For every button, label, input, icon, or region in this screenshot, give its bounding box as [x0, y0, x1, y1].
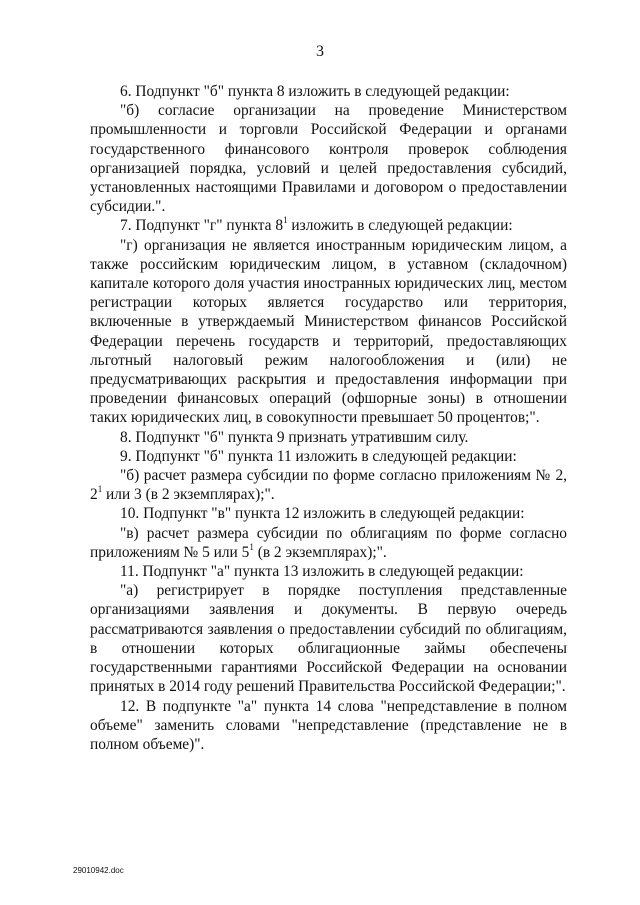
paragraph-7-text: "г) организация не является иностранным юридическим лицом, а также российским юридическим лицом, в уставном (складочном) капитале которого доля участия иностранных юридических лиц, местом регистрации которых является государство или территория, включенные в утверждаемый Министерством финансов Российской Федерации перечень государств и территорий, предоставляющих льготный налоговый режим налогообложения и (или) не предусматривающих раскрытия и предоставления информации при проведении финансовых операций (офшорные зоны) в отношении таких юридических лиц, в совокупности превышает 50 процентов;". [90, 236, 567, 427]
paragraph-9-text: "б) расчет размера субсидии по форме согласно приложениям № 2, $2^1$ или 3 (в 2 экземплярах);". [90, 467, 567, 504]
document-filename: 29010942.doc [73, 866, 124, 875]
paragraph-7: 7. Подпункт "г" пункта $8^1$ изложить в следующей редакции: [120, 215, 513, 235]
document-body [90, 82, 567, 754]
paragraph-11-text: "а) регистрирует в порядке поступления представленные организациями заявления и документы. В первую очередь рассматриваются заявления о предоставлении субсидий по облигациям, в отношении которых облигационные займы обеспечены государственными гарантиями Российской Федерации на основании принятых в 2014 году решений Правительства Российской Федерации;". [90, 582, 567, 696]
paragraph-10: 10. Подпункт "в" пункта 12 изложить в следующей редакции: [120, 505, 525, 523]
paragraph-6: 6. Подпункт "б" пункта 8 изложить в следующей редакции: [120, 83, 510, 100]
paragraph-6-text: "б) согласие организации на проведение Министерством промышленности и торговли Российской Федерации и органами государственного финансового контроля проверок соблюдения организацией порядка, условий и целей предоставления субсидий, установленных настоящими Правилами и договором о предоставлении субсидии.". [90, 102, 567, 216]
paragraph-12: 12. В подпункте "а" пункта 14 слова "непредставление в полном объеме" заменить словами "непредставление (представление не в полном объеме)". [90, 697, 567, 753]
paragraph-10-text: "в) расчет размера субсидии по облигациям по форме согласно приложениям № 5 или $5^1$ (в 2 экземплярах);". [90, 524, 567, 561]
paragraph-9: 9. Подпункт "б" пункта 11 изложить в следующей редакции: [120, 447, 517, 465]
paragraph-11: 11. Подпункт "а" пункта 13 изложить в следующей редакции: [120, 563, 524, 581]
page-number: 3 [316, 43, 324, 60]
paragraph-8: 8. Подпункт "б" пункта 9 признать утратившим силу. [120, 428, 469, 446]
